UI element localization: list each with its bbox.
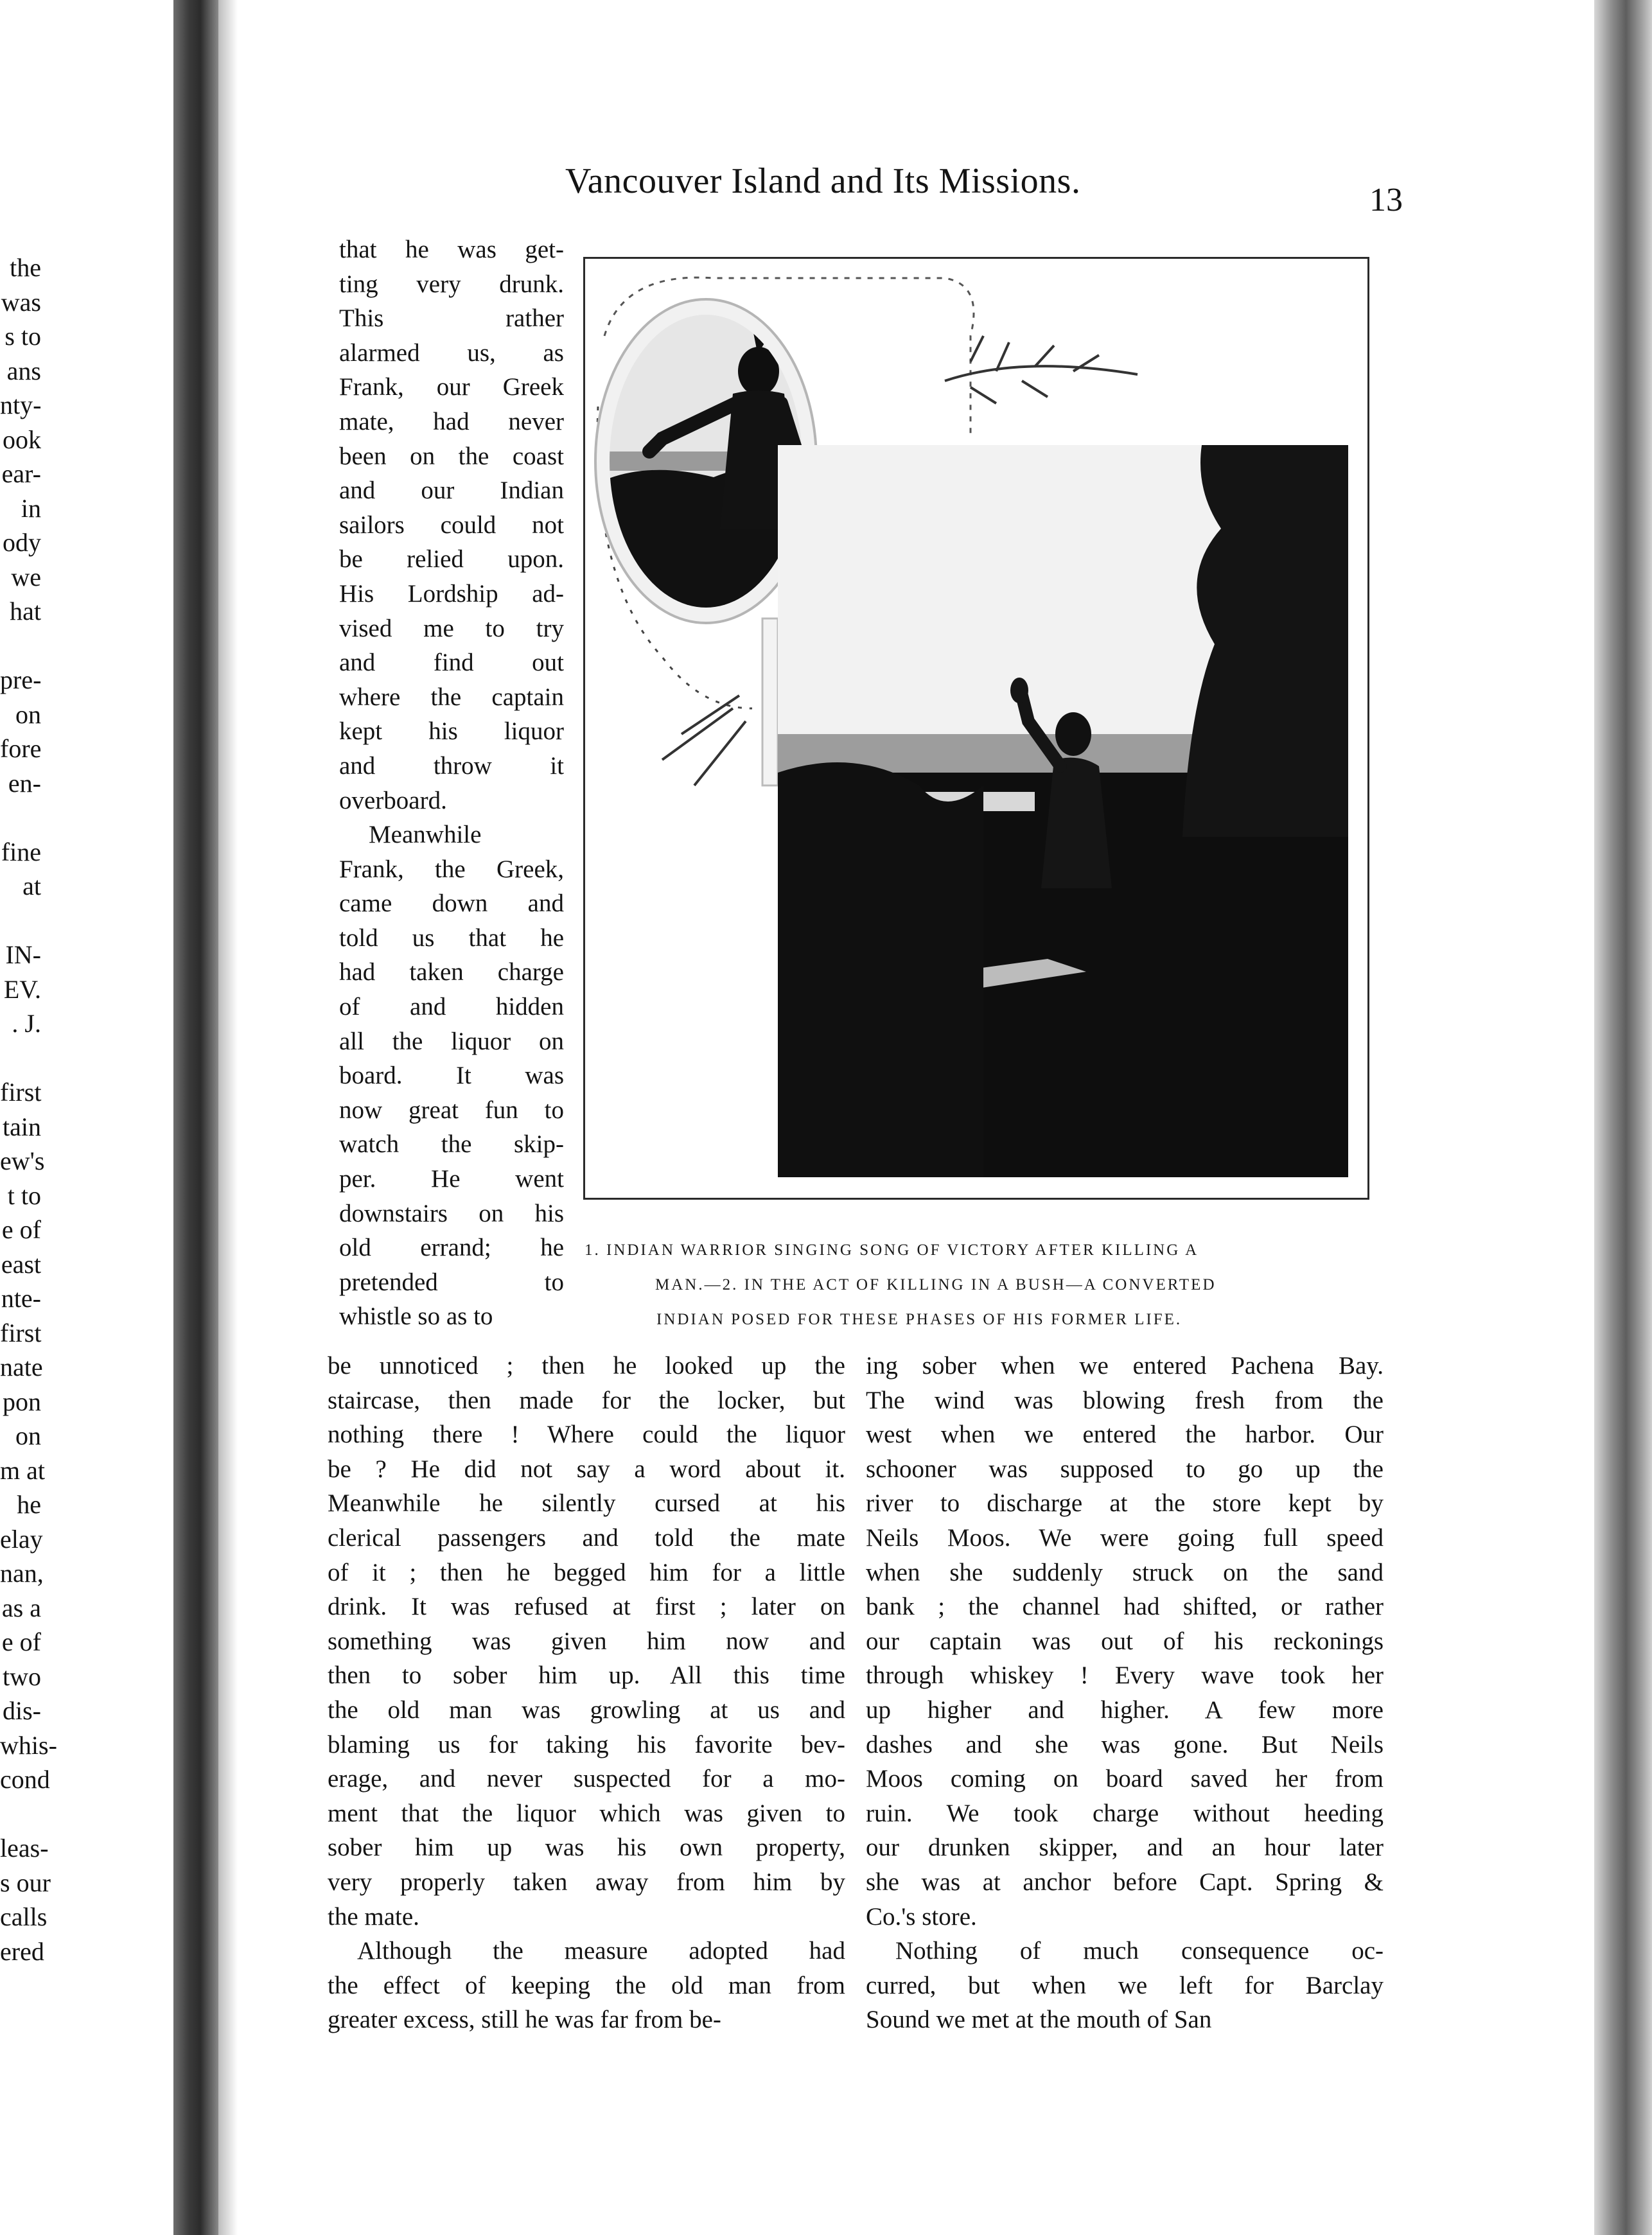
facing-page-fragment [0,0,173,2235]
text-line: when she suddenly struck on the sand [866,1558,1384,1586]
rect-photo-bush [778,445,1348,1184]
text-line: Neils Moos. We were going full speed [866,1523,1384,1552]
text-line: told us that he [339,924,564,952]
text-line: This rather [339,304,564,333]
fragment-line: . J. [12,1009,41,1038]
fragment-line: tain [3,1112,41,1141]
text-line: alarmed us, as [339,338,564,367]
fragment-line: first [0,1318,42,1347]
fragment-line: hat [10,597,41,626]
text-line: of it ; then he begged him for a little [328,1558,845,1586]
fragment-line: nan, [0,1559,44,1588]
text-line: sober him up was his own property, [328,1834,845,1862]
fragment-line: en- [8,768,41,798]
text-line: downstairs on his [339,1199,564,1227]
fragment-line: e of [1,1215,41,1244]
fragment-line: ear- [1,459,41,488]
fragment-line: fine [1,837,41,866]
fragment-line: s to [4,322,41,351]
text-line: Co.'s store. [866,1902,977,1931]
fragment-line: ans [6,356,41,385]
gutter-shadow [218,0,238,2235]
text-line: Moos coming on board saved her from [866,1765,1384,1793]
caption-line-3: INDIAN POSED FOR THESE PHASES OF HIS FORMER LIFE. [656,1311,1182,1328]
fragment-line: two [3,1661,41,1691]
narrow-column-text [339,232,564,1334]
text-line: drink. It was refused at first ; later on [328,1593,845,1621]
fragment-line: cond [0,1765,50,1794]
fragment-line: at [22,872,41,900]
text-line: the old man was growling at us and [328,1696,845,1724]
fragment-line [0,1797,41,1832]
text-line: river to discharge at the store kept by [866,1489,1384,1518]
text-line: and find out [339,649,564,677]
text-line: be ? He did not say a word about it. [328,1455,845,1483]
text-line: Although the measure adopted had [357,1937,845,1965]
text-line: west when we entered the harbor. Our [866,1421,1384,1449]
fragment-line: dis- [3,1696,41,1725]
page-edge [1594,0,1652,2235]
text-line: she was at anchor before Capt. Spring & [866,1868,1384,1896]
bottom-right-column-text [866,1349,1384,2037]
fragment-line: ook [3,425,41,454]
bottom-left-column-text [328,1349,845,2037]
fragment-line [0,1041,41,1076]
text-line: the mate. [328,1902,419,1931]
fragment-line: m at [0,1455,45,1485]
fragment-line: EV. [3,974,41,1004]
text-line: and our Indian [339,477,564,505]
text-line: very properly taken away from him by [328,1868,845,1896]
text-line: be relied upon. [339,545,564,574]
fragment-line: nty- [0,390,42,419]
text-line: curred, but when we left for Barclay [866,1971,1384,1999]
fragment-line: on [15,1421,41,1450]
fragment-line: whis- [0,1730,57,1760]
text-line: per. He went [339,1165,564,1193]
photo-caption [584,1233,1368,1337]
text-line: bank ; the channel had shifted, or rather [866,1593,1384,1621]
fragment-line: fore [0,734,42,763]
fragment-line: IN- [5,940,41,969]
text-line: our drunken skipper, and an hour later [866,1834,1384,1862]
text-line: greater excess, still he was far from be- [328,2006,721,2034]
fragment-line: on [15,699,41,729]
text-line: Nothing of much consequence oc- [895,1937,1384,1965]
text-line: be unnoticed ; then he looked up the [328,1352,845,1380]
text-line: sailors could not [339,511,564,539]
text-line: through whiskey ! Every wave took her [866,1661,1384,1690]
text-line: nothing there ! Where could the liquor [328,1421,845,1449]
caption-line-2: MAN.—2. IN THE ACT OF KILLING IN A BUSH—A CONVERTED [655,1276,1217,1293]
text-line: Frank, our Greek [339,373,564,401]
fragment-line: calls [0,1902,48,1931]
text-line: and throw it [339,751,564,780]
text-line: blaming us for taking his favorite bev- [328,1730,845,1758]
fragment-line: nate [0,1353,43,1381]
text-line: board. It was [339,1062,564,1090]
text-line: been on the coast [339,442,564,470]
photo-plate-illustration [585,259,1367,1198]
fragment-line: in [21,493,41,523]
fragment-line: s our [0,1868,51,1897]
text-line: of and hidden [339,993,564,1021]
text-line: then to sober him up. All this time [328,1661,845,1690]
fragment-line: was [1,287,41,317]
fragment-line: ew's [0,1146,45,1175]
fragment-line: first [0,1078,42,1107]
caption-line-1: 1. INDIAN WARRIOR SINGING SONG OF VICTORY AFTER KILLING A [584,1241,1199,1259]
text-line: ing sober when we entered Pachena Bay. [866,1352,1384,1380]
text-line: Frank, the Greek, [339,855,564,883]
fragment-line: elay [0,1524,43,1554]
fragment-line: e of [1,1627,41,1656]
page-number: 13 [1369,182,1403,218]
photo-plate [583,257,1369,1200]
fragment-line: east [1,1249,41,1279]
text-line: dashes and she was gone. But Neils [866,1730,1384,1758]
text-line: schooner was supposed to go up the [866,1455,1384,1483]
text-line: something was given him now and [328,1627,845,1655]
text-line: His Lordship ad- [339,579,564,608]
text-line: clerical passengers and told the mate [328,1523,845,1552]
fragment-line: he [17,1490,41,1519]
text-line: that he was get- [339,236,564,263]
fragment-line [0,629,41,663]
text-line: vised me to try [339,614,564,642]
text-line: where the captain [339,683,564,711]
running-head: Vancouver Island and Its Missions. [565,161,1081,201]
text-line: came down and [339,890,564,918]
text-line: whistle so as to [339,1302,493,1331]
text-line: Sound we met at the mouth of San [866,2006,1212,2034]
fragment-line [0,904,41,938]
fragment-line: leas- [0,1834,49,1862]
fragment-line: ody [3,528,41,557]
text-line: our captain was out of his reckonings [866,1627,1384,1655]
fragment-line: we [11,562,41,592]
fragment-line: the [10,253,41,282]
text-line: mate, had never [339,407,564,435]
fragment-line: ered [0,1936,44,1966]
book-gutter [173,0,218,2235]
fragment-line: pre- [0,665,42,694]
fragment-line: t to [7,1180,41,1210]
text-line: watch the skip- [339,1130,564,1159]
text-line: erage, and never suspected for a mo- [328,1765,845,1793]
text-line: old errand; he [339,1234,564,1262]
text-line: kept his liquor [339,717,564,746]
text-line: staircase, then made for the locker, but [328,1386,845,1414]
fragment-line: as a [1,1593,41,1622]
text-line: The wind was blowing fresh from the [866,1386,1384,1414]
fragment-line: pon [3,1387,41,1416]
text-line: overboard. [339,786,447,814]
text-line: ment that the liquor which was given to [328,1799,845,1827]
text-line: Meanwhile [369,821,482,849]
text-line: up higher and higher. A few more [866,1696,1384,1724]
text-line: now great fun to [339,1096,564,1124]
facing-page-text [0,250,57,1968]
fragment-line [0,800,41,835]
text-line: the effect of keeping the old man from [328,1971,845,1999]
text-line: ruin. We took charge without heeding [866,1799,1384,1827]
text-line: ting very drunk. [339,270,564,298]
text-line: Meanwhile he silently cursed at his [328,1489,845,1518]
text-line: all the liquor on [339,1027,564,1055]
text-line: pretended to [339,1268,564,1296]
text-line: had taken charge [339,958,564,986]
fragment-line: nte- [1,1284,41,1313]
